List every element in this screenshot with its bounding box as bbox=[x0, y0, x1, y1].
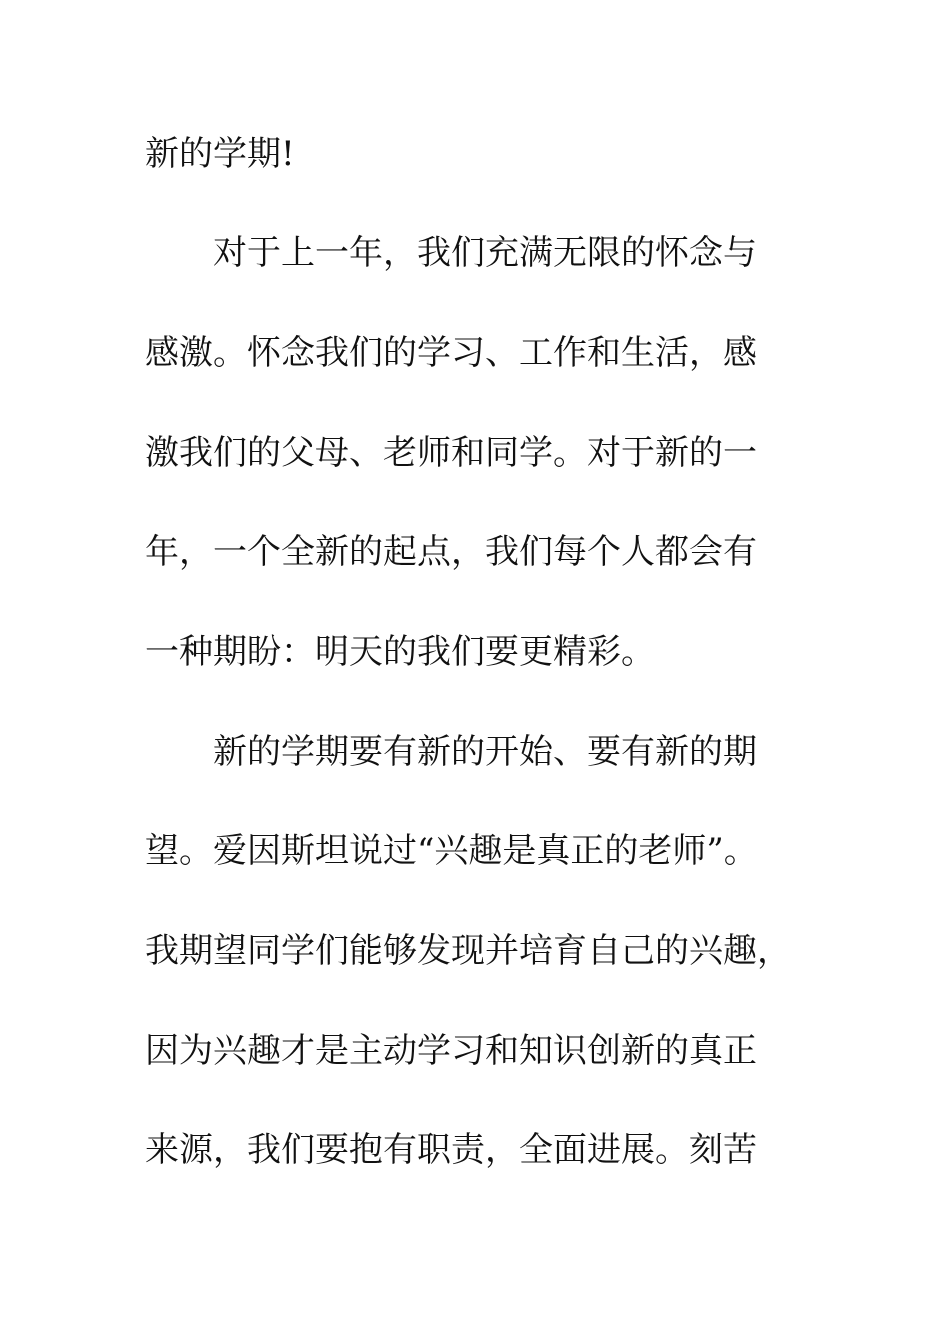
text-line: 一种期盼：明天的我们要更精彩。 bbox=[145, 632, 655, 672]
text-line: 年，一个全新的起点，我们每个人都会有 bbox=[145, 532, 757, 572]
text-line: 望。爱因斯坦说过“兴趣是真正的老师”。 bbox=[145, 831, 758, 871]
text-line: 我期望同学们能够发现并培育自己的兴趣， bbox=[145, 931, 791, 971]
text-line: 激我们的父母、老师和同学。对于新的一 bbox=[145, 433, 757, 473]
paragraph-first-line: 对于上一年，我们充满无限的怀念与 bbox=[213, 233, 757, 273]
text-line: 因为兴趣才是主动学习和知识创新的真正 bbox=[145, 1031, 757, 1071]
text-line: 来源，我们要抱有职责，全面进展。刻苦 bbox=[145, 1130, 757, 1170]
text-line: 感激。怀念我们的学习、工作和生活，感 bbox=[145, 333, 757, 373]
paragraph-first-line: 新的学期要有新的开始、要有新的期 bbox=[213, 732, 757, 772]
text-line: 新的学期! bbox=[145, 134, 295, 174]
